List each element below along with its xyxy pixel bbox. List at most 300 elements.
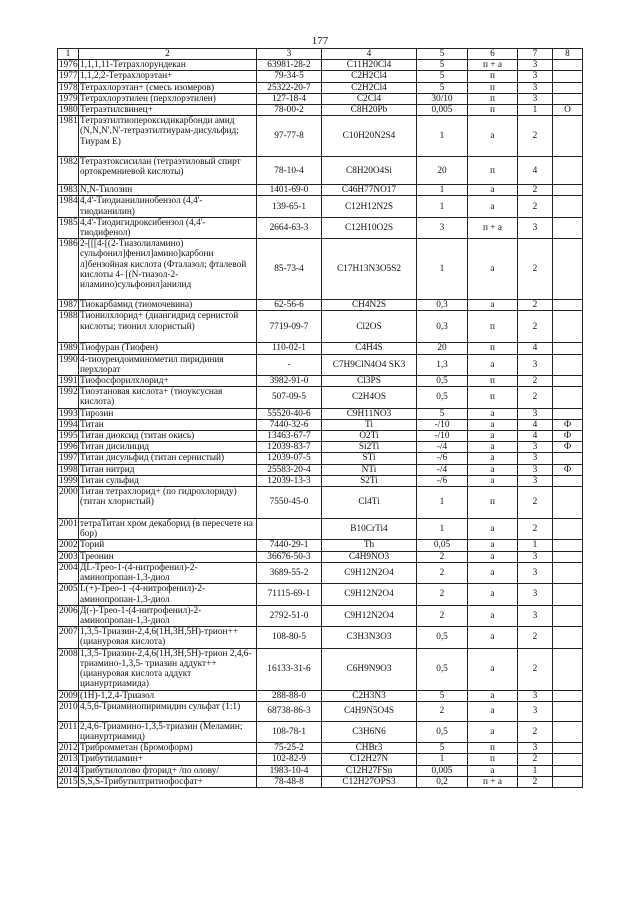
chemical-formula: C12H27N <box>322 754 417 765</box>
substance-name: Тионилхлорид+ (диангидрид сернистой кислоты; тионил хлористый) <box>79 311 257 343</box>
aggregate-state: а <box>468 562 518 583</box>
special-mark <box>553 690 583 701</box>
special-mark <box>553 157 583 185</box>
cas-number: 1983-10-4 <box>257 765 322 776</box>
limit-value: -/10 <box>417 431 468 442</box>
substance-name: Трибромметан (Бромоформ) <box>79 743 257 754</box>
hazard-class: 2 <box>518 487 553 519</box>
hazard-class: 2 <box>518 239 553 300</box>
chemical-formula: C2H2Cl4 <box>322 71 417 82</box>
aggregate-state: а <box>468 464 518 475</box>
cas-number: 12039-13-3 <box>257 475 322 486</box>
special-mark <box>553 354 583 375</box>
cas-number: 55520-40-6 <box>257 408 322 419</box>
limit-value: 30/10 <box>417 93 468 104</box>
row-number: 1984 <box>58 196 79 217</box>
cas-number: 13463-67-7 <box>257 431 322 442</box>
cas-number: 7719-09-7 <box>257 311 322 343</box>
cas-number: 62-56-6 <box>257 300 322 311</box>
table-row <box>58 239 583 300</box>
cas-number: 78-10-4 <box>257 157 322 185</box>
cas-number: 36676-50-3 <box>257 551 322 562</box>
substance-name: Титан диоксид (титан окись) <box>79 431 257 442</box>
special-mark <box>553 82 583 93</box>
substance-name: Д(-)-Трео-1-(4-нитрофенил)-2-аминопропан-1,3-диол <box>79 605 257 626</box>
table-row <box>58 701 583 721</box>
chemical-formula: C3H6N6 <box>322 721 417 742</box>
special-mark <box>553 71 583 82</box>
header-row <box>58 49 583 60</box>
chemical-formula: C12H27OPS3 <box>322 776 417 787</box>
limit-value: 1 <box>417 116 468 157</box>
special-mark <box>553 453 583 464</box>
table-row <box>58 196 583 217</box>
aggregate-state: а <box>468 453 518 464</box>
limit-value: 5 <box>417 408 468 419</box>
row-number: 2010 <box>58 701 79 721</box>
row-number: 2007 <box>58 627 79 648</box>
special-mark: Ф <box>553 442 583 453</box>
chemical-formula: C11H20Cl4 <box>322 60 417 71</box>
aggregate-state: а <box>468 765 518 776</box>
row-number: 1990 <box>58 354 79 375</box>
aggregate-state: а <box>468 627 518 648</box>
row-number: 2000 <box>58 487 79 519</box>
chemical-formula: C4H9N5O4S <box>322 701 417 721</box>
hazard-class: 2 <box>518 627 553 648</box>
hazard-class: 2 <box>518 376 553 387</box>
aggregate-state: а <box>468 584 518 605</box>
aggregate-state: а <box>468 442 518 453</box>
row-number: 1981 <box>58 116 79 157</box>
special-mark <box>553 116 583 157</box>
substance-name: 2,4,6-Триамино-1,3,5-триазин (Меламин; циануртриамид) <box>79 721 257 742</box>
limit-value: 0,5 <box>417 376 468 387</box>
substance-name: Тиоэтановая кислота+ (тиоуксусная кислота) <box>79 387 257 408</box>
cas-number: 127-18-4 <box>257 93 322 104</box>
page-number: 177 <box>311 35 329 47</box>
table-row <box>58 354 583 375</box>
limit-value: 0,005 <box>417 765 468 776</box>
substance-name: ДL-Трео-1-(4-нитрофенил)-2-аминопропан-1,3-диол <box>79 562 257 583</box>
hazard-class: 4 <box>518 431 553 442</box>
limit-value: 20 <box>417 343 468 354</box>
row-number: 1979 <box>59 93 78 104</box>
row-number: 2013 <box>59 754 78 765</box>
aggregate-state: а <box>468 185 518 196</box>
row-number: 2004 <box>58 562 79 583</box>
special-mark <box>553 754 583 765</box>
substance-name: 4,4'-Тиодигидроксибензол (4,4'-тиодифенол) <box>79 217 257 238</box>
row-number: 2008 <box>58 648 79 690</box>
limit-value: 0,5 <box>417 648 468 690</box>
aggregate-state: а <box>468 239 518 300</box>
hazard-class: 3 <box>518 605 553 626</box>
substance-name: Тетраэтилсвинец+ <box>79 105 257 116</box>
column-header: 2 <box>79 49 257 60</box>
cas-number: 85-73-4 <box>257 239 322 300</box>
cas-number: 7440-29-1 <box>257 540 322 551</box>
special-mark <box>553 562 583 583</box>
table-row <box>58 431 583 442</box>
substance-name: N,N-Тилозин <box>79 185 257 196</box>
row-number: 1983 <box>59 185 78 196</box>
table-row <box>58 551 583 562</box>
special-mark <box>553 540 583 551</box>
aggregate-state: а <box>468 540 518 551</box>
chemical-formula: C9H12N2O4 <box>322 562 417 583</box>
table-row <box>58 453 583 464</box>
table-row <box>58 387 583 408</box>
chemical-formula: C12H10O2S <box>322 217 417 238</box>
aggregate-state: п <box>468 93 518 104</box>
table-row <box>58 776 583 787</box>
substance-name: Тетрахлорэтан+ (смесь изомеров) <box>79 82 257 93</box>
row-number: 1998 <box>59 464 78 475</box>
special-mark: Ф <box>553 464 583 475</box>
aggregate-state: а <box>468 475 518 486</box>
special-mark: Ф <box>553 419 583 430</box>
column-header: 8 <box>553 49 583 60</box>
aggregate-state: п <box>468 311 518 343</box>
limit-value: -/6 <box>417 475 468 486</box>
hazard-class: 2 <box>518 185 553 196</box>
limit-value: 1 <box>417 754 468 765</box>
substance-name: 4,5,6-Триаминопиримидин сульфат (1:1) <box>79 701 257 721</box>
special-mark <box>553 648 583 690</box>
table-row <box>58 93 583 104</box>
special-mark <box>553 196 583 217</box>
row-number: 1994 <box>59 419 78 430</box>
aggregate-state: п <box>468 343 518 354</box>
cas-number: 3982-91-0 <box>257 376 322 387</box>
aggregate-state: а <box>468 419 518 430</box>
table-row <box>58 419 583 430</box>
table-row <box>58 185 583 196</box>
row-number: 1982 <box>58 157 79 185</box>
limit-value: 0,5 <box>417 627 468 648</box>
row-number: 1992 <box>58 387 79 408</box>
substance-name: Титан <box>79 419 257 430</box>
aggregate-state: а <box>468 721 518 742</box>
aggregate-state: п <box>468 487 518 519</box>
substance-name: Тетраэтоксисилан (тетраэтиловый спирт ортокремниевой кислоты) <box>79 157 257 185</box>
row-number: 1988 <box>58 311 79 343</box>
substance-name: L(+)-Трео-1 -(4-нитрофенил)-2-аминопропан-1,3-диол <box>79 584 257 605</box>
chemical-formula: C2H2Cl4 <box>322 82 417 93</box>
substance-name: Тетрахлорэтилен (перхлорэтилен) <box>79 93 257 104</box>
column-header: 7 <box>518 49 553 60</box>
special-mark: О <box>553 105 583 116</box>
hazard-class: 3 <box>518 562 553 583</box>
column-header: 5 <box>417 49 468 60</box>
aggregate-state: а <box>468 551 518 562</box>
chemical-formula: C17H13N3O5S2 <box>322 239 417 300</box>
chemical-formula: C7H9ClN4O4 SK3 <box>322 354 417 375</box>
hazard-class: 2 <box>518 648 553 690</box>
hazard-class: 3 <box>518 354 553 375</box>
table-row <box>58 217 583 238</box>
hazard-class: 3 <box>518 408 553 419</box>
cas-number: 110-02-1 <box>257 343 322 354</box>
hazard-class: 3 <box>518 217 553 238</box>
table-row <box>58 487 583 519</box>
substance-name: S,S,S-Трибутилтритиофосфат+ <box>79 776 257 787</box>
hazard-class: 3 <box>518 71 553 82</box>
column-header: 6 <box>468 49 518 60</box>
row-number: 1976 <box>59 60 78 71</box>
cas-number: 2664-63-3 <box>257 217 322 238</box>
limit-value: 0,005 <box>417 105 468 116</box>
special-mark <box>553 487 583 519</box>
substance-name: 1,1,1,11-Тетрахлорундекан <box>79 60 257 71</box>
special-mark <box>553 60 583 71</box>
table-row <box>58 376 583 387</box>
limit-value: 20 <box>417 157 468 185</box>
special-mark <box>553 721 583 742</box>
special-mark <box>553 185 583 196</box>
cas-number: 63981-28-2 <box>257 60 322 71</box>
table-row <box>58 157 583 185</box>
table-row <box>58 721 583 742</box>
substance-name: 1,1,2,2-Тетрахлорэтан+ <box>79 71 257 82</box>
table-row <box>58 690 583 701</box>
hazard-class: 3 <box>518 464 553 475</box>
hazard-class: 3 <box>518 453 553 464</box>
limit-value: 5 <box>417 743 468 754</box>
limit-value: 1 <box>417 487 468 519</box>
aggregate-state: а <box>468 116 518 157</box>
row-number: 2006 <box>58 605 79 626</box>
special-mark <box>553 217 583 238</box>
chemical-formula: C12H27FSn <box>322 765 417 776</box>
substance-name: Титан сульфид <box>79 475 257 486</box>
special-mark <box>553 627 583 648</box>
limit-value: 2 <box>417 605 468 626</box>
aggregate-state: п + а <box>468 217 518 238</box>
hazard-class: 3 <box>518 475 553 486</box>
aggregate-state: а <box>468 354 518 375</box>
cas-number: 25322-20-7 <box>257 82 322 93</box>
column-header: 1 <box>58 49 79 60</box>
limit-value: 2 <box>417 701 468 721</box>
limit-value: 0,5 <box>417 721 468 742</box>
row-number: 2014 <box>59 765 78 776</box>
special-mark <box>553 343 583 354</box>
limit-value: -/6 <box>417 453 468 464</box>
cas-number: 12039-83-7 <box>257 442 322 453</box>
special-mark <box>553 701 583 721</box>
chemical-formula: Cl2OS <box>322 311 417 343</box>
aggregate-state: п <box>468 82 518 93</box>
cas-number: 3689-55-2 <box>257 562 322 583</box>
special-mark: Ф <box>553 431 583 442</box>
aggregate-state: п <box>468 157 518 185</box>
hazard-class: 2 <box>518 196 553 217</box>
column-header: 4 <box>322 49 417 60</box>
chemical-formula: CH4N2S <box>322 300 417 311</box>
aggregate-state: п <box>468 71 518 82</box>
special-mark <box>553 743 583 754</box>
cas-number: 2792-51-0 <box>257 605 322 626</box>
substance-name: Трибутилолово фторид+ /по олову/ <box>79 765 257 776</box>
chemical-formula: C2H4OS <box>322 387 417 408</box>
aggregate-state: а <box>468 408 518 419</box>
table-row <box>58 442 583 453</box>
substance-name: 1,3,5-Триазин-2,4,6(1H,3H,5H)-трион++ (циануровая кислота) <box>79 627 257 648</box>
limit-value: 1 <box>417 519 468 540</box>
row-number: 1987 <box>59 300 78 311</box>
limit-value: 0,2 <box>417 776 468 787</box>
substance-name: Торий <box>79 540 257 551</box>
substance-name: 2-[[[4-[(2-Тиазолиламино) сульфонил]фенил]амино]карбони л]бензойная кислота (Фталазол; фталевой кислоты 4- [(N-тиазол-2- иламино)сульфонил]анилид <box>79 239 257 300</box>
table-row <box>58 71 583 82</box>
limit-value: 1 <box>417 196 468 217</box>
table-row <box>58 605 583 626</box>
aggregate-state: а <box>468 648 518 690</box>
aggregate-state: п <box>468 743 518 754</box>
cas-number: 139-65-1 <box>257 196 322 217</box>
table-row <box>58 648 583 690</box>
table-row <box>58 475 583 486</box>
limit-value: 0,3 <box>417 311 468 343</box>
hazard-class: 3 <box>518 442 553 453</box>
substance-name: (1H)-1,2,4-Триазол <box>79 690 257 701</box>
chemical-formula: C4H4S <box>322 343 417 354</box>
cas-number: 102-82-9 <box>257 754 322 765</box>
chemical-formula: O2Ti <box>322 431 417 442</box>
substances-table <box>57 48 583 788</box>
substance-name: 4-тиоуреидоиминометил пиридиния перхлорат <box>79 354 257 375</box>
hazard-class: 3 <box>518 82 553 93</box>
table-row <box>58 464 583 475</box>
cas-number: 75-25-2 <box>257 743 322 754</box>
chemical-formula: B10CrTi4 <box>322 519 417 540</box>
row-number: 1986 <box>58 239 79 300</box>
special-mark <box>553 93 583 104</box>
row-number: 1978 <box>59 82 78 93</box>
substance-name: Тирозин <box>79 408 257 419</box>
limit-value: 1 <box>417 185 468 196</box>
limit-value: -/4 <box>417 442 468 453</box>
row-number: 1989 <box>59 343 78 354</box>
substance-name: тетраТитан хром декаборид (в пересчете на бор) <box>79 519 257 540</box>
hazard-class: 3 <box>518 690 553 701</box>
limit-value: 2 <box>417 584 468 605</box>
limit-value: 5 <box>417 690 468 701</box>
substance-name: Тиофосфорилхлорид+ <box>79 376 257 387</box>
aggregate-state: а <box>468 431 518 442</box>
row-number: 1985 <box>58 217 79 238</box>
hazard-class: 2 <box>518 116 553 157</box>
cas-number: 68738-86-3 <box>257 701 322 721</box>
limit-value: 0,3 <box>417 300 468 311</box>
cas-number: 25583-20-4 <box>257 464 322 475</box>
table-row <box>58 116 583 157</box>
row-number: 1977 <box>59 71 78 82</box>
limit-value: 0,05 <box>417 540 468 551</box>
aggregate-state: а <box>468 196 518 217</box>
row-number: 2012 <box>59 743 78 754</box>
hazard-class: 2 <box>518 754 553 765</box>
row-number: 2015 <box>59 776 78 787</box>
substance-name: Титан нитрид <box>79 464 257 475</box>
cas-number <box>257 519 322 540</box>
hazard-class: 2 <box>518 721 553 742</box>
table-row <box>58 105 583 116</box>
chemical-formula: C2Cl4 <box>322 93 417 104</box>
table-row <box>58 765 583 776</box>
row-number: 1995 <box>59 431 78 442</box>
hazard-class: 2 <box>518 776 553 787</box>
cas-number: 7550-45-0 <box>257 487 322 519</box>
chemical-formula: Cl4Ti <box>322 487 417 519</box>
row-number: 1980 <box>59 105 78 116</box>
chemical-formula: C9H12N2O4 <box>322 605 417 626</box>
hazard-class: 2 <box>518 519 553 540</box>
aggregate-state: п + а <box>468 60 518 71</box>
cas-number: 7440-32-6 <box>257 419 322 430</box>
table-row <box>58 343 583 354</box>
limit-value: -/10 <box>417 419 468 430</box>
hazard-class: 3 <box>518 701 553 721</box>
row-number: 2001 <box>58 519 79 540</box>
limit-value: 2 <box>417 562 468 583</box>
aggregate-state: а <box>468 701 518 721</box>
substance-name: Титан тетрахлорид+ (по гидрохлориду) (титан хлористый) <box>79 487 257 519</box>
table-row <box>58 754 583 765</box>
cas-number: 507-09-5 <box>257 387 322 408</box>
limit-value: 5 <box>417 71 468 82</box>
cas-number: 16133-31-6 <box>257 648 322 690</box>
cas-number: 108-80-5 <box>257 627 322 648</box>
limit-value: 1 <box>417 239 468 300</box>
hazard-class: 3 <box>518 551 553 562</box>
cas-number: 1401-69-0 <box>257 185 322 196</box>
row-number: 2011 <box>58 721 79 742</box>
special-mark <box>553 551 583 562</box>
substance-name: 4,4'-Тиодианилинобензол (4,4'-тиодианилин) <box>79 196 257 217</box>
table-row <box>58 519 583 540</box>
chemical-formula: NTi <box>322 464 417 475</box>
aggregate-state: п <box>468 376 518 387</box>
special-mark <box>553 475 583 486</box>
special-mark <box>553 519 583 540</box>
row-number: 2003 <box>59 551 78 562</box>
aggregate-state: а <box>468 605 518 626</box>
row-number: 2009 <box>59 690 78 701</box>
table-row <box>58 743 583 754</box>
cas-number: - <box>257 354 322 375</box>
hazard-class: 4 <box>518 343 553 354</box>
chemical-formula: C3H3N3O3 <box>322 627 417 648</box>
cas-number: 108-78-1 <box>257 721 322 742</box>
hazard-class: 1 <box>518 540 553 551</box>
row-number: 1997 <box>59 453 78 464</box>
substance-name: Трибутиламин+ <box>79 754 257 765</box>
special-mark <box>553 776 583 787</box>
limit-value: 1,3 <box>417 354 468 375</box>
cas-number: 288-88-0 <box>257 690 322 701</box>
chemical-formula: C10H20N2S4 <box>322 116 417 157</box>
cas-number: 79-34-5 <box>257 71 322 82</box>
chemical-formula: CHBr3 <box>322 743 417 754</box>
aggregate-state: п <box>468 754 518 765</box>
chemical-formula: C2H3N3 <box>322 690 417 701</box>
hazard-class: 3 <box>518 584 553 605</box>
row-number: 2002 <box>59 540 78 551</box>
cas-number: 71115-69-1 <box>257 584 322 605</box>
